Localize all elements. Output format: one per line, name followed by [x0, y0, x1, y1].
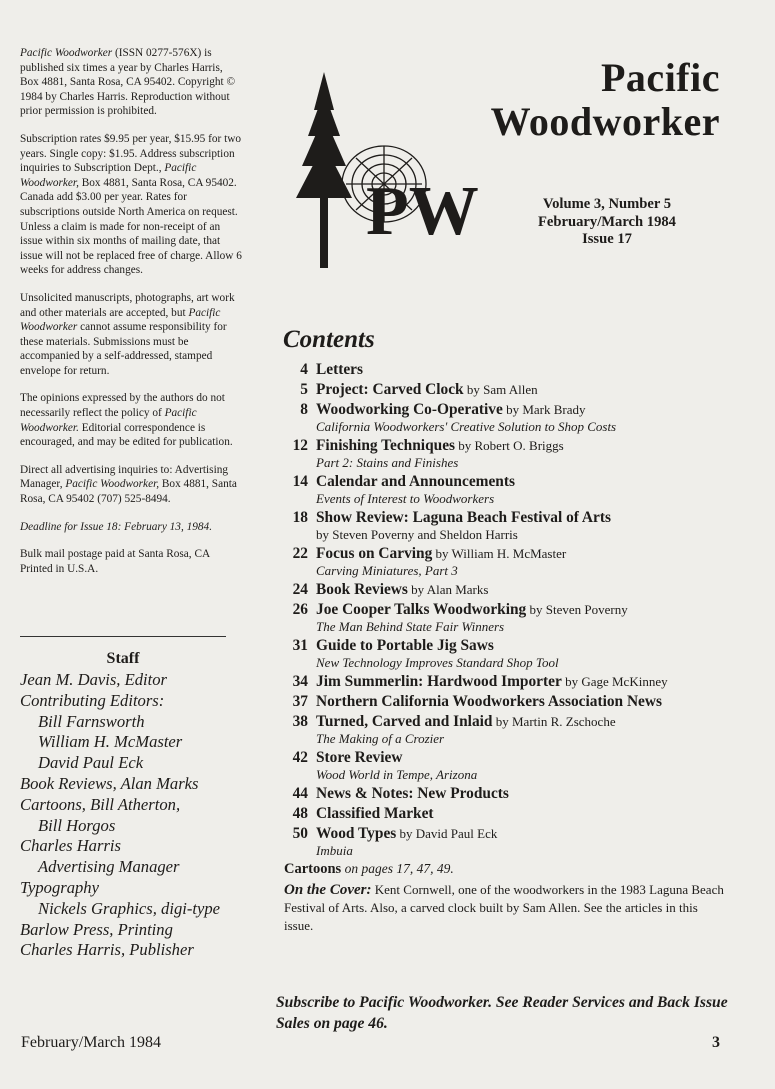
- toc-author: by Steven Poverny: [526, 602, 628, 617]
- toc-page-number: 38: [292, 713, 308, 730]
- toc-entry: [284, 600, 724, 635]
- toc-page-number: 26: [292, 601, 308, 618]
- toc-author: by David Paul Eck: [396, 826, 498, 841]
- toc-entry-body: [308, 380, 724, 399]
- toc-title: News & Notes: New Products: [316, 785, 509, 802]
- toc-page-number: 34: [292, 673, 308, 690]
- toc-title-line: [316, 712, 724, 731]
- toc-entry-body: [308, 692, 724, 711]
- staff-line: Advertising Manager: [38, 857, 180, 877]
- toc-title: Calendar and Announcements: [316, 473, 515, 490]
- cover-note: [284, 881, 724, 935]
- colophon-publication: [20, 46, 242, 119]
- toc-title: Finishing Techniques: [316, 437, 456, 454]
- toc-title: Project: Carved Clock: [316, 381, 464, 398]
- toc-page-number: 44: [292, 785, 308, 802]
- staff-line: Bill Horgos: [38, 815, 116, 835]
- toc-author: by William H. McMaster: [432, 546, 567, 561]
- subscription-text-b: Box 4881, Santa Rosa, CA 95402. Canada add $3.00 per year. Rates for subscriptions outside North America on request. Unless a claim is made for non-receipt of an issue within six months of mailing date, that issue will not be replaced free of charge. Allow 6 weeks for address changes.: [20, 176, 242, 277]
- colophon-mailing: Bulk mail postage paid at Santa Rosa, CA Printed in U.S.A.: [20, 548, 210, 575]
- toc-entry-body: [308, 544, 724, 579]
- toc-entry-body: [308, 712, 724, 747]
- toc-page-number: 18: [292, 509, 308, 526]
- cover-text: Kent Cornwell, one of the woodworkers in the 1983 Laguna Beach Festival of Arts. Also, a carved clock built by Sam Allen. See the articles in this issue.: [284, 882, 724, 933]
- toc-title: Joe Cooper Talks Woodworking: [316, 601, 527, 618]
- staff-line: Book Reviews, Alan Marks: [20, 773, 199, 793]
- subscription-text-a: Subscription rates $9.95 per year, $15.95 for two years. Single copy: $1.95. Address subscription inquiries to Subscription Dept.,: [20, 132, 242, 175]
- pine-tree-icon: [296, 72, 352, 268]
- toc-entry: [284, 672, 724, 691]
- toc-entry-body: [308, 824, 724, 859]
- magazine-title: [430, 56, 720, 144]
- toc-entry-body: [308, 472, 724, 507]
- toc-page-number: 22: [292, 545, 308, 562]
- cover-label: On the Cover:: [284, 882, 372, 898]
- toc-entry: [284, 360, 724, 379]
- colophon: [20, 46, 242, 589]
- toc-entry-body: [308, 508, 724, 543]
- toc-title-line: [316, 544, 724, 563]
- toc-entry: [284, 692, 724, 711]
- publication-name: Pacific Woodworker.: [20, 407, 197, 434]
- colophon-advertising: [20, 463, 242, 507]
- staff-line: Contributing Editors:: [20, 690, 165, 710]
- staff-line: Charles Harris, Publisher: [20, 940, 194, 960]
- toc-entry: [284, 380, 724, 399]
- staff-line: David Paul Eck: [38, 753, 144, 773]
- toc-subtitle: Wood World in Tempe, Arizona: [316, 767, 478, 782]
- toc-entry-body: [308, 580, 724, 599]
- toc-title: Jim Summerlin: Hardwood Importer: [316, 673, 562, 690]
- toc-title-line: [316, 804, 724, 823]
- opinions-text-a: The opinions expressed by the authors do not necessarily reflect the policy of: [20, 392, 225, 420]
- issue-info: [494, 196, 720, 249]
- toc-title-line: [316, 508, 724, 527]
- staff-line: Typography: [20, 877, 99, 897]
- toc-title-line: [316, 360, 724, 379]
- submissions-text-b: cannot assume responsibility for these materials. Submissions must be accompanied by a self-addressed, stamped envelope for return.: [20, 321, 227, 377]
- toc-page-number: 37: [292, 693, 308, 710]
- toc-title-line: [316, 784, 724, 803]
- toc-entry: [284, 712, 724, 747]
- advertising-text-b: Box 4881, Santa Rosa, CA 95402 (707) 525-8494.: [20, 478, 237, 506]
- toc-entry: [284, 636, 724, 671]
- staff-line: Bill Farnsworth: [38, 711, 145, 731]
- toc-page-number: 14: [292, 473, 308, 490]
- toc-title: Northern California Woodworkers Association News: [316, 693, 662, 710]
- toc-title-line: [316, 436, 724, 455]
- publication-name: Pacific Woodworker: [20, 47, 113, 59]
- toc-entry: [284, 824, 724, 859]
- toc-subtitle: The Making of a Crozier: [316, 731, 445, 746]
- toc-title: Focus on Carving: [316, 545, 433, 562]
- toc-entry: [284, 580, 724, 599]
- staff-line: Cartoons, Bill Atherton,: [20, 794, 181, 814]
- toc-entry: [284, 748, 724, 783]
- toc-title-line: [316, 636, 724, 655]
- toc-title-line: [316, 400, 724, 419]
- footer-date: February/March 1984: [21, 1034, 161, 1051]
- toc-page-number: 50: [292, 825, 308, 842]
- publication-name: Pacific Woodworker,: [65, 478, 160, 491]
- issue-number: Issue 17: [582, 231, 632, 248]
- toc-entry-body: [308, 748, 724, 783]
- toc-title: Wood Types: [316, 825, 397, 842]
- logo-letters: PW: [366, 173, 479, 250]
- title-line-2: Woodworker: [490, 99, 720, 144]
- submissions-text-a: Unsolicited manuscripts, photographs, art work and other materials are accepted, but: [20, 291, 235, 319]
- colophon-deadline: Deadline for Issue 18: February 13, 1984.: [20, 520, 213, 533]
- toc-title: Classified Market: [316, 805, 434, 822]
- toc-entry-body: [308, 436, 724, 471]
- toc-title-line: [316, 580, 724, 599]
- table-of-contents: [284, 360, 724, 878]
- toc-title: Book Reviews: [316, 581, 408, 598]
- colophon-submissions: [20, 291, 242, 379]
- staff-line: Barlow Press, Printing: [20, 919, 173, 939]
- toc-entry-body: [308, 784, 724, 803]
- toc-page-number: 5: [300, 381, 308, 398]
- toc-author: by Alan Marks: [407, 582, 489, 597]
- staff-line: Jean M. Davis, Editor: [20, 670, 168, 689]
- toc-subtitle: Part 2: Stains and Finishes: [316, 455, 459, 470]
- divider: [20, 636, 226, 637]
- toc-entry-body: [308, 672, 724, 691]
- staff-list: [20, 670, 250, 961]
- toc-author: by Martin R. Zschoche: [492, 714, 616, 729]
- toc-author: by Robert O. Briggs: [455, 438, 564, 453]
- colophon-opinions: [20, 391, 242, 449]
- toc-entry: [284, 436, 724, 471]
- toc-title-line: [316, 824, 724, 843]
- toc-entry: [284, 804, 724, 823]
- toc-entry: [284, 400, 724, 435]
- toc-title-line: [316, 380, 724, 399]
- toc-subtitle: by Steven Poverny and Sheldon Harris: [316, 527, 518, 542]
- issue-date: February/March 1984: [538, 213, 676, 230]
- toc-title-line: [316, 672, 724, 691]
- cartoons-label: Cartoons: [284, 861, 342, 877]
- toc-subtitle: New Technology Improves Standard Shop Tool: [316, 655, 559, 670]
- staff-line: Charles Harris: [20, 836, 121, 856]
- toc-author: by Sam Allen: [463, 382, 538, 397]
- cartoons-note: [284, 861, 724, 878]
- opinions-text-b: Editorial correspondence is encouraged, and may be edited for publication.: [20, 421, 233, 449]
- toc-page-number: 24: [292, 581, 308, 598]
- toc-page-number: 8: [300, 401, 308, 418]
- toc-author: by Gage McKinney: [561, 674, 668, 689]
- colophon-subscription: [20, 132, 242, 278]
- toc-entry-body: [308, 400, 724, 435]
- toc-title: Letters: [316, 361, 363, 378]
- toc-entry: [284, 784, 724, 803]
- toc-title: Turned, Carved and Inlaid: [316, 713, 493, 730]
- advertising-text-a: Direct all advertising inquiries to: Advertising Manager,: [20, 463, 229, 491]
- toc-author: by Mark Brady: [502, 402, 586, 417]
- toc-entry: [284, 472, 724, 507]
- toc-subtitle: The Man Behind State Fair Winners: [316, 619, 505, 634]
- toc-page-number: 12: [292, 437, 308, 454]
- staff-heading: Staff: [106, 650, 140, 667]
- toc-title: Guide to Portable Jig Saws: [316, 637, 494, 654]
- toc-title-line: [316, 600, 724, 619]
- toc-page-number: 42: [292, 749, 308, 766]
- title-line-1: Pacific: [601, 55, 720, 100]
- toc-subtitle: Imbuia: [316, 843, 353, 858]
- toc-subtitle: California Woodworkers' Creative Solution to Shop Costs: [316, 419, 617, 434]
- toc-title: Woodworking Co-Operative: [316, 401, 503, 418]
- toc-title-line: [316, 692, 724, 711]
- toc-title: Store Review: [316, 749, 403, 766]
- contents-heading: Contents: [283, 326, 375, 353]
- publication-name: Pacific Woodworker,: [20, 162, 197, 189]
- toc-entry-body: [308, 804, 724, 823]
- toc-title-line: [316, 748, 724, 767]
- staff-line: Nickels Graphics, digi-type: [38, 898, 221, 918]
- publication-name: Pacific Woodworker: [20, 306, 221, 334]
- toc-entry: [284, 508, 724, 543]
- toc-entry-body: [308, 636, 724, 671]
- toc-entry-body: [308, 600, 724, 635]
- publication-info: (ISSN 0277-576X) is published six times a year by Charles Harris, Box 4881, Santa Rosa, CA 95402. Copyright © 1984 by Charles Harris. Reproduction without prior permission is prohibited.: [20, 47, 236, 118]
- toc-entry-body: [308, 360, 724, 379]
- toc-entry: [284, 544, 724, 579]
- toc-title-line: [316, 472, 724, 491]
- cartoons-pages: on pages 17, 47, 49.: [341, 861, 454, 876]
- toc-subtitle: Carving Miniatures, Part 3: [316, 563, 458, 578]
- toc-title: Show Review: Laguna Beach Festival of Arts: [316, 509, 611, 526]
- volume-number: Volume 3, Number 5: [542, 196, 672, 212]
- subscribe-promo: Subscribe to Pacific Woodworker. See Reader Services and Back Issue Sales on page 46.: [276, 994, 728, 1032]
- toc-page-number: 48: [292, 805, 308, 822]
- toc-page-number: 4: [300, 361, 308, 378]
- toc-page-number: 31: [292, 637, 308, 654]
- page-number: 3: [712, 1034, 720, 1051]
- toc-subtitle: Events of Interest to Woodworkers: [316, 491, 495, 506]
- staff-line: William H. McMaster: [38, 732, 183, 752]
